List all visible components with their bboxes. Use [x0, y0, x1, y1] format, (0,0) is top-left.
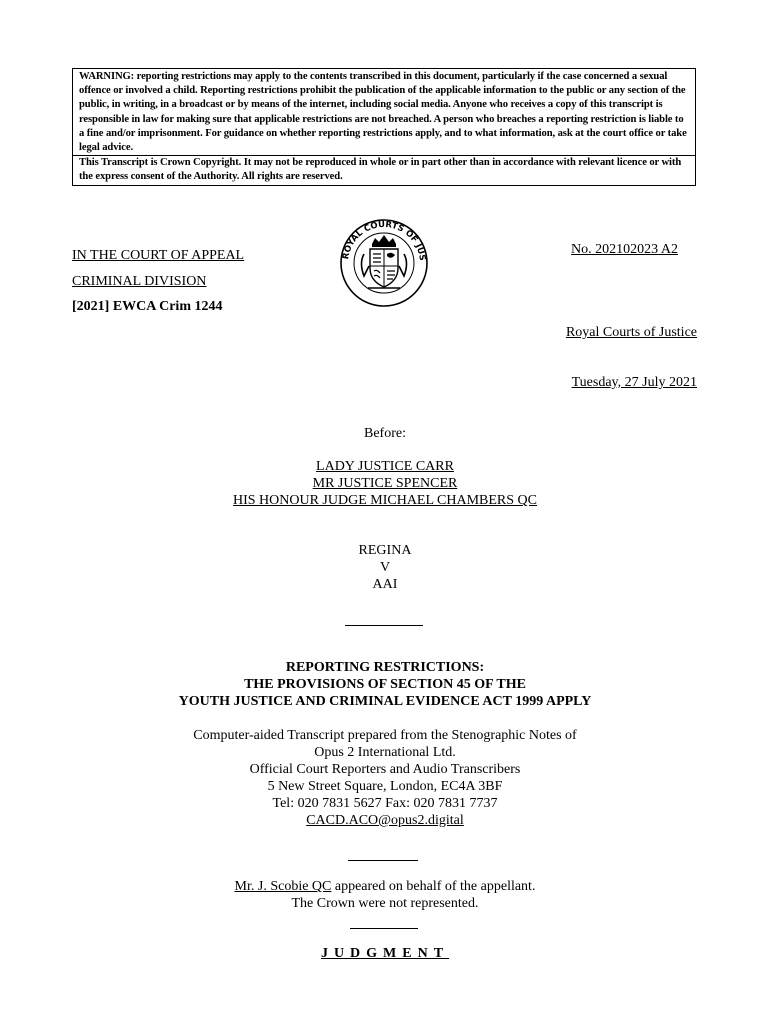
section-divider	[350, 928, 418, 929]
transcriber-email-link[interactable]: CACD.ACO@opus2.digital	[306, 813, 464, 828]
case-number: No. 202102023 A2	[571, 242, 678, 257]
section-divider	[348, 860, 418, 861]
counsel-role: appeared on behalf of the appellant.	[331, 879, 536, 894]
neutral-citation: [2021] EWCA Crim 1244	[72, 299, 223, 314]
seal-motto: ROYAL COURTS OF JUS	[341, 219, 428, 262]
judgment-title: JUDGMENT	[320, 946, 450, 961]
before-label: Before:	[364, 426, 406, 441]
appearances	[0, 878, 770, 912]
judges-list	[0, 458, 770, 509]
transcriber-line: Opus 2 International Ltd.	[314, 745, 456, 760]
transcriber-line: Tel: 020 7831 5627 Fax: 020 7831 7737	[272, 796, 498, 811]
warning-text: WARNING: reporting restrictions may apply to the contents transcribed in this document, particularly if the case concerned a sexual offence or involved a child. Reporting restrictions prohibit the publication of the applicable information to the public or any section of the public, in writing, in a broadcast or by means of the internet, including social media. Anyone who receives a copy of this transcript is responsible in law for making sure that applicable restrictions are not breached. A person who breaches a reporting restriction is liable to a fine and/or imprisonment. For guidance on whether reporting restrictions apply, and to what information, ask at the court office or take legal advice.	[79, 71, 687, 154]
versus-label: V	[379, 560, 391, 575]
section-divider	[345, 625, 423, 626]
reporting-restrictions-warning-box	[72, 68, 696, 186]
reporting-restrictions-heading	[0, 659, 770, 710]
restriction-line: YOUTH JUSTICE AND CRIMINAL EVIDENCE ACT 1999 APPLY	[178, 694, 592, 709]
transcriber-line: Official Court Reporters and Audio Transcribers	[249, 762, 521, 777]
restriction-line: REPORTING RESTRICTIONS:	[285, 660, 485, 675]
defendant-party: AAI	[372, 577, 398, 592]
judge-name: MR JUSTICE SPENCER	[312, 476, 458, 491]
crown-appearance: The Crown were not represented.	[291, 896, 479, 911]
restriction-line: THE PROVISIONS OF SECTION 45 OF THE	[244, 677, 526, 692]
copyright-notice: This Transcript is Crown Copyright. It may not be reproduced in whole or in part other than in accordance with relevant licence or with the express consent of the Authority. All rights are reserved.	[73, 155, 695, 184]
court-name: IN THE COURT OF APPEAL	[72, 248, 245, 263]
transcriber-details	[0, 727, 770, 829]
prosecution-party: REGINA	[358, 543, 412, 558]
counsel-appearance	[0, 878, 770, 895]
court-venue: Royal Courts of Justice	[565, 325, 697, 340]
transcriber-line: 5 New Street Square, London, EC4A 3BF	[267, 779, 503, 794]
judge-name: HIS HONOUR JUDGE MICHAEL CHAMBERS QC	[232, 493, 537, 508]
court-division: CRIMINAL DIVISION	[72, 274, 207, 289]
judge-name: LADY JUSTICE CARR	[316, 459, 454, 474]
counsel-name: Mr. J. Scobie QC	[234, 879, 332, 894]
royal-courts-seal-icon	[334, 218, 434, 308]
transcriber-line: Computer-aided Transcript prepared from the Stenographic Notes of	[193, 728, 577, 743]
hearing-date: Tuesday, 27 July 2021	[571, 375, 697, 390]
case-parties	[0, 542, 770, 593]
